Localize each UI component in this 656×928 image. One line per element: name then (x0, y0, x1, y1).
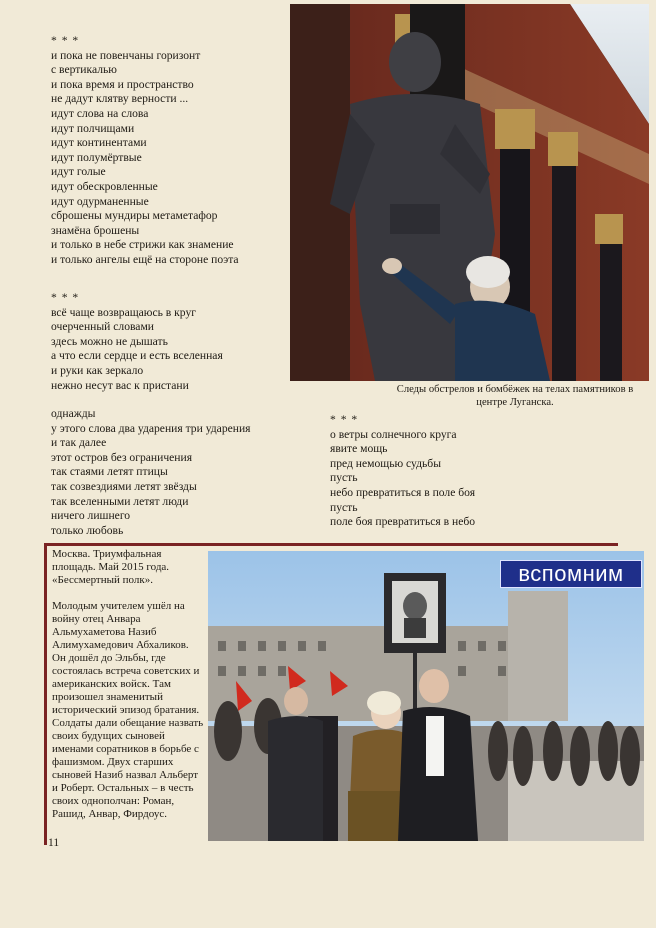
poem-3 (51, 407, 251, 538)
poem-line: нежно несут вас к пристани (51, 378, 189, 392)
poem-line: так вселенными летят люди (51, 494, 189, 508)
poem-line: о ветры солнечного круга (330, 427, 457, 441)
immortal-regiment-photo (208, 551, 644, 841)
poem-line: идут слова на слова (51, 106, 149, 120)
poem-line: * * * (51, 291, 80, 304)
poem-line: знамёна брошены (51, 223, 140, 237)
poem-line: идут полчищами (51, 121, 135, 135)
poem-line: и так далее (51, 436, 107, 450)
poem-line: небо превратиться в поле боя (330, 485, 476, 499)
poem-line: только любовь (51, 523, 124, 537)
poem-line: этот остров без ограничения (51, 450, 193, 464)
monument-photo (290, 4, 649, 381)
remember-badge: вспомним (500, 560, 642, 588)
poem-line: у этого слова два ударения три ударения (51, 421, 251, 435)
poem-line: пусть (330, 471, 358, 485)
poem-line: явите мощь (330, 442, 388, 456)
poem-2 (51, 291, 223, 393)
frame-top-rule (44, 543, 618, 546)
poem-line: идут обескровленные (51, 179, 158, 193)
photo-caption: Следы обстрелов и бомбёжек на телах памятников в центре Луганска. (396, 384, 634, 408)
poem-line: идут голые (51, 165, 106, 179)
poem-line: и пока время и пространство (51, 77, 194, 91)
poem-line: а что если сердце и есть вселенная (51, 349, 223, 363)
frame-left-rule (44, 543, 47, 845)
poem-line: однажды (51, 407, 96, 420)
poem-line: идут одурманенные (51, 194, 149, 208)
poem-line: пусть (330, 500, 358, 514)
sidebar-story: Молодым учителем ушёл на войну отец Анвара Альмухаметова Назиб Алимухамедович Абхаликов. Он дошёл до Эльбы, где состоялась встреча советских и американских войск. Там произошел знаменитый исторический эпизод братания. Солдаты дали обещание назвать своих будущих сыновей именами соратников в борьбе с фашизмом. Двух старших сыновей Назиб назвал Альберт и Роберт. Остальных – в честь своих однополчан: Роман, Рашид, Анвар, Фирдоус. (52, 600, 204, 820)
page-number: 11 (48, 837, 60, 849)
poem-line: так созвездиями летят звёзды (51, 479, 197, 493)
poem-line: не дадут клятву верности ... (51, 92, 189, 106)
poem-line: * * * (330, 413, 359, 426)
poem-line: идут континентами (51, 136, 147, 150)
poem-line: очерченный словами (51, 320, 154, 334)
poem-line: и только ангелы ещё на стороне поэта (51, 252, 239, 266)
poem-line: и пока не повенчаны горизонт (51, 48, 201, 62)
poem-line: всё чаще возвращаюсь в круг (51, 305, 197, 319)
poem-line: ничего лишнего (51, 509, 131, 523)
sidebar-intro: Москва. Триумфальная площадь. Май 2015 года. «Бессмертный полк». (52, 548, 170, 586)
poem-4 (330, 413, 475, 530)
poem-line: поле боя превратиться в небо (330, 515, 476, 529)
poem-line: здесь можно не дышать (51, 334, 168, 348)
poem-line: и только в небе стрижи как знамение (51, 238, 234, 252)
poem-line: так стаями летят птицы (51, 465, 168, 479)
sidebar-text (52, 548, 204, 834)
poem-line: сброшены мундиры метаметафор (51, 209, 218, 223)
poem-line: * * * (51, 34, 80, 47)
poem-line: с вертикалью (51, 63, 117, 77)
poem-line: идут полумёртвые (51, 150, 142, 164)
poem-line: и руки как зеркало (51, 363, 144, 377)
poem-1 (51, 34, 239, 268)
poem-line: пред немощью судьбы (330, 456, 441, 470)
